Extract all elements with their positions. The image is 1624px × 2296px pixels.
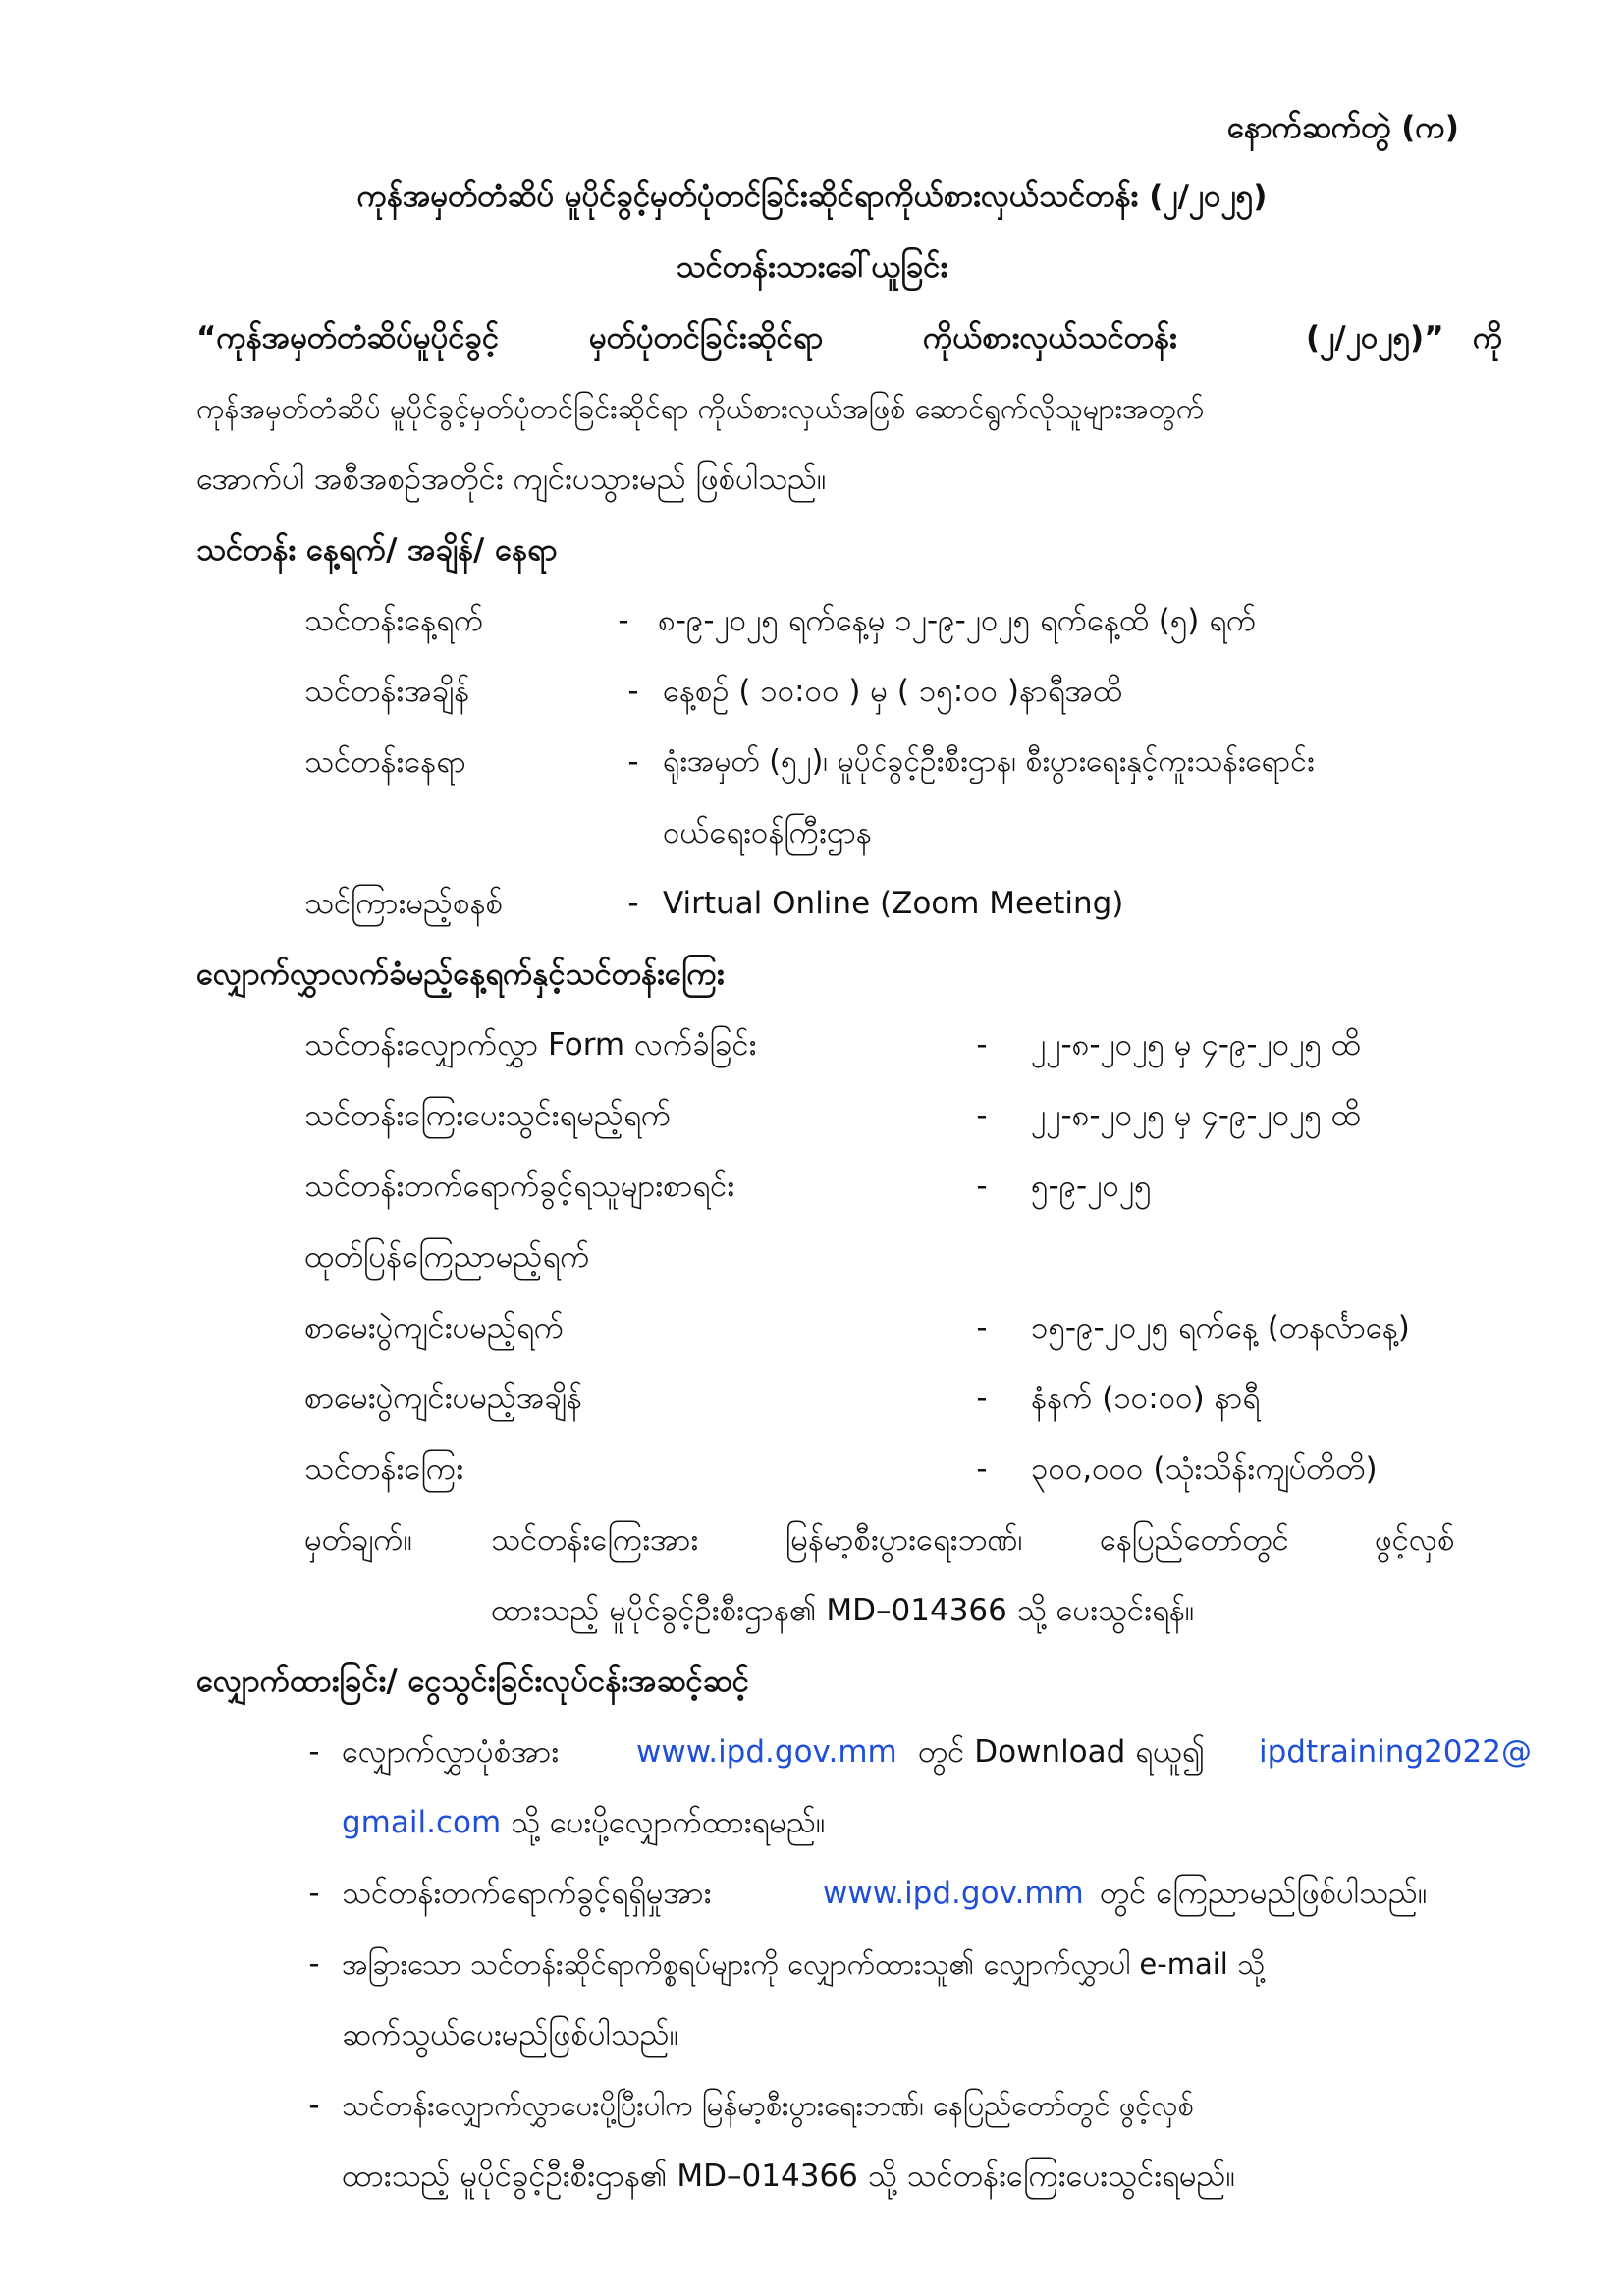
s2-row-6-label: သင်တန်းကြေး — [304, 1451, 464, 1487]
title-line-2: သင်တန်းသားခေါ်ယူခြင်း — [676, 249, 948, 285]
s2-row-4-value: ၁၅-၉-၂၀၂၅ ရက်နေ့ (တနင်္လာနေ့) — [1031, 1310, 1410, 1345]
s1-row-3-label: သင်တန်းနေရာ — [304, 744, 466, 780]
s2-row-3-dash: - — [976, 1169, 988, 1204]
ipd-website-link-2[interactable]: www.ipd.gov.mm — [823, 1876, 1084, 1911]
s1-row-3-value-cont: ဝယ်ရေးဝန်ကြီးဌာန — [663, 815, 872, 850]
s1-row-1-dash: - — [618, 603, 629, 638]
s2-row-6-value: ၃၀၀,၀၀၀ (သုံးသိန်းကျပ်တိတိ) — [1031, 1451, 1378, 1487]
note-line-1d: နေပြည်တော်တွင် — [1100, 1522, 1289, 1558]
s2-row-2-label: သင်တန်းကြေးပေးသွင်းရမည့်ရက် — [304, 1098, 672, 1133]
training-email-link-cont[interactable]: gmail.com — [342, 1805, 502, 1840]
s1-row-4-dash: - — [627, 886, 639, 921]
s2-row-2-value: ၂၂-၈-၂၀၂၅ မှ ၄-၉-၂၀၂၅ ထိ — [1031, 1098, 1361, 1133]
s2-row-3-label: သင်တန်းတက်ရောက်ခွင့်ရသူများစာရင်း — [304, 1169, 735, 1204]
s2-row-5-value: နံနက် (၁၀:၀၀) နာရီ — [1031, 1381, 1261, 1416]
section-1-heading: သင်တန်း နေ့ရက်/ အချိန်/ နေရာ — [196, 532, 558, 568]
s1-row-2-label: သင်တန်းအချိန် — [304, 674, 470, 709]
s1-row-3-value: ရုံးအမှတ် (၅၂)၊ မူပိုင်ခွင့်ဦးစီးဌာန၊ စီးပွားရေးနှင့်ကူးသန်းရောင်း — [663, 744, 1315, 779]
s1-row-2-dash: - — [627, 674, 639, 709]
s3-item-4-text-a: သင်တန်းလျှောက်လွှာပေးပို့ပြီးပါက မြန်မာ့စီးပွားရေးဘဏ်၊ နေပြည်တော်တွင် ဖွင့်လှစ် — [342, 2089, 1194, 2122]
s3-item-4-dash: - — [308, 2088, 320, 2123]
s1-row-1-label: သင်တန်းနေ့ရက် — [304, 603, 484, 638]
s3-item-2-dash: - — [308, 1876, 320, 1911]
intro-line-1e: ကို — [1473, 320, 1503, 355]
s3-item-1-text-c: သို့ ပေးပို့လျှောက်ထားရမည်။ — [511, 1805, 826, 1840]
training-email-link[interactable]: ipdtraining2022@ — [1259, 1734, 1532, 1770]
s2-row-2-dash: - — [976, 1098, 988, 1133]
s1-row-2-value: နေ့စဉ် ( ၁၀:၀၀ ) မှ ( ၁၅:၀၀ )နာရီအထိ — [663, 674, 1122, 709]
section-2-heading: လျှောက်လွှာလက်ခံမည့်နေ့ရက်နှင့်သင်တန်းကြေး — [196, 957, 725, 992]
s1-row-3-dash: - — [627, 744, 639, 780]
intro-line-1d: (၂/၂၀၂၅)” — [1306, 320, 1444, 355]
intro-line-1c: ကိုယ်စားလှယ်သင်တန်း — [923, 320, 1177, 355]
s3-item-2-text-b: တွင် ကြေညာမည်ဖြစ်ပါသည်။ — [1100, 1876, 1428, 1911]
annex-label: နောက်ဆက်တွဲ (က) — [1227, 110, 1459, 145]
s3-item-3-text-b: ဆက်သွယ်ပေးမည်ဖြစ်ပါသည်။ — [342, 2017, 679, 2052]
s1-row-4-value: Virtual Online (Zoom Meeting) — [663, 886, 1124, 921]
note-line-2: ထားသည့် မူပိုင်ခွင့်ဦးစီးဌာန၏ MD–014366 သို့ ပေးသွင်းရန်။ — [491, 1593, 1195, 1628]
s1-row-1-value: ၈-၉-၂၀၂၅ ရက်နေ့မှ ၁၂-၉-၂၀၂၅ ရက်နေ့ထိ (၅) ရက် — [658, 603, 1257, 638]
s3-item-3-text-a: အခြားသော သင်တန်းဆိုင်ရာကိစ္စရပ်များကို လျှောက်ထားသူ၏ လျှောက်လွှာပါ e-mail သို့ — [342, 1947, 1266, 1981]
ipd-website-link[interactable]: www.ipd.gov.mm — [636, 1734, 897, 1770]
intro-line-2: ကုန်အမှတ်တံဆိပ် မူပိုင်ခွင့်မှတ်ပုံတင်ခြင်းဆိုင်ရာ ကိုယ်စားလှယ်အဖြစ် ဆောင်ရွက်လိုသူများအတွက် — [196, 392, 1205, 425]
intro-line-1b: မှတ်ပုံတင်ခြင်းဆိုင်ရာ — [589, 320, 824, 355]
s2-row-5-label: စာမေးပွဲကျင်းပမည့်အချိန် — [304, 1381, 582, 1416]
s3-item-1-dash: - — [308, 1734, 320, 1770]
s2-row-6-dash: - — [976, 1451, 988, 1487]
intro-line-1a: “ကုန်အမှတ်တံဆိပ်မူပိုင်ခွင့် — [196, 320, 500, 355]
s3-item-1-text-b: တွင် Download ရယူ၍ — [918, 1734, 1206, 1770]
note-line-1b: သင်တန်းကြေးအား — [491, 1522, 699, 1558]
s2-row-3-value: ၅-၉-၂၀၂၅ — [1031, 1169, 1152, 1204]
s1-row-4-label: သင်ကြားမည့်စနစ် — [304, 886, 503, 921]
intro-line-3: အောက်ပါ အစီအစဉ်အတိုင်း ကျင်းပသွားမည် ဖြစ်ပါသည်။ — [196, 462, 827, 497]
s2-row-4-label: စာမေးပွဲကျင်းပမည့်ရက် — [304, 1310, 565, 1345]
title-line-1: ကုန်အမှတ်တံဆိပ် မူပိုင်ခွင့်မှတ်ပုံတင်ခြင်းဆိုင်ရာကိုယ်စားလှယ်သင်တန်း (၂/၂၀၂၅) — [356, 179, 1268, 214]
s2-row-1-value: ၂၂-၈-၂၀၂၅ မှ ၄-၉-၂၀၂၅ ထိ — [1031, 1027, 1361, 1063]
s2-row-5-dash: - — [976, 1381, 988, 1416]
s3-item-2-text-a: သင်တန်းတက်ရောက်ခွင့်ရရှိမှုအား — [342, 1876, 712, 1911]
s3-item-4-text-b: ထားသည့် မူပိုင်ခွင့်ဦးစီးဌာန၏ MD–014366 သို့ သင်တန်းကြေးပေးသွင်းရမည်။ — [342, 2159, 1235, 2194]
s2-row-1-dash: - — [976, 1027, 988, 1063]
note-line-1e: ဖွင့်လှစ် — [1375, 1522, 1455, 1558]
s2-row-4-dash: - — [976, 1310, 988, 1345]
note-label: မှတ်ချက်။ — [304, 1522, 412, 1558]
s3-item-3-dash: - — [308, 1946, 320, 1982]
s2-row-3-label-cont: ထုတ်ပြန်ကြေညာမည့်ရက် — [304, 1239, 590, 1275]
note-line-1c: မြန်မာ့စီးပွားရေးဘဏ်၊ — [785, 1522, 1023, 1558]
s2-row-1-label: သင်တန်းလျှောက်လွှာ Form လက်ခံခြင်း — [304, 1027, 757, 1063]
s3-item-1-text-a: လျှောက်လွှာပုံစံအား — [342, 1734, 560, 1770]
section-3-heading: လျှောက်ထားခြင်း/ ငွေသွင်းခြင်းလုပ်ငန်းအဆင့်ဆင့် — [196, 1664, 749, 1699]
